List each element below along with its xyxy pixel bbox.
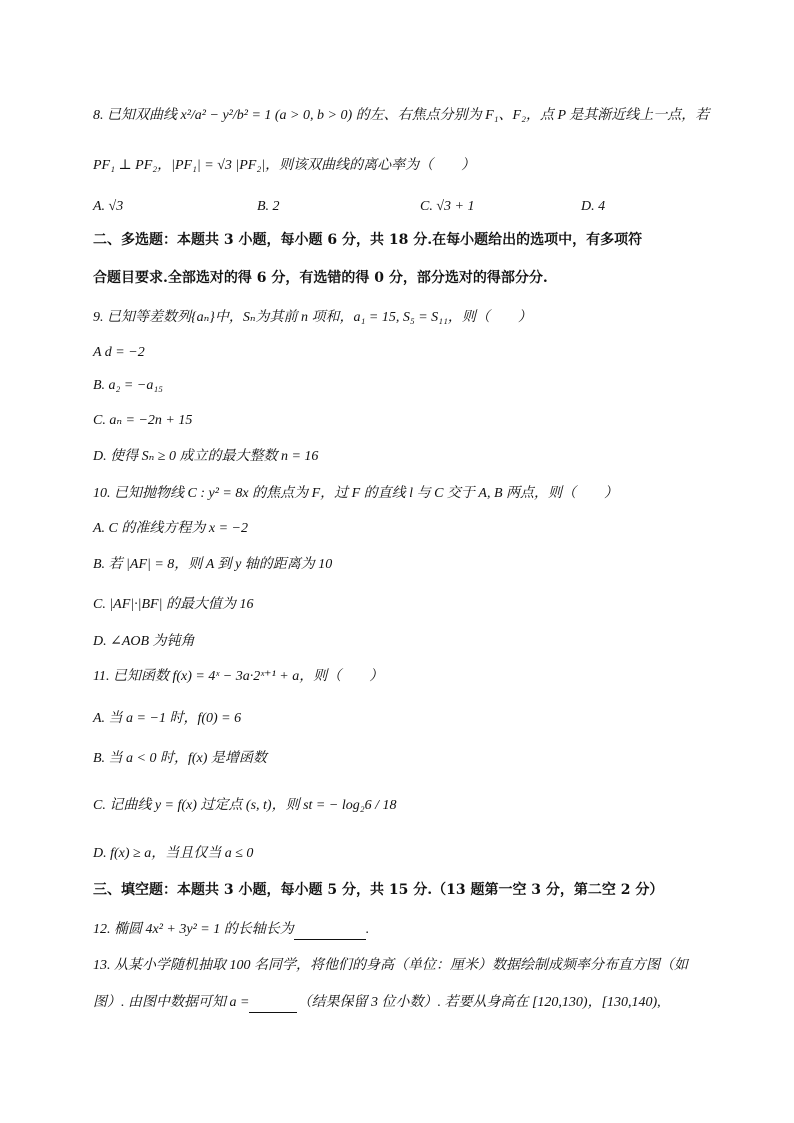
q13-line1: 13. 从某小学随机抽取 100 名同学，将他们的身高（单位：厘米）数据绘制成频率分布直方图（如: [93, 958, 688, 973]
q10-option-a: A. C 的准线方程为 x = −2: [93, 521, 248, 536]
q9-option-a: A d = −2: [93, 345, 145, 360]
section2-heading-line2: 合题目要求.全部选对的得 6 分，有选错的得 0 分，部分选对的得部分分.: [93, 270, 548, 286]
q12-stem-text: 12. 椭圆 4x² + 3y² = 1 的长轴长为: [93, 922, 294, 937]
q9-option-b: B. a₂ = −a₁₅: [93, 378, 164, 393]
q13-line2-text: 图）. 由图中数据可知 a =: [93, 995, 250, 1010]
section3-heading: 三、填空题：本题共 3 小题，每小题 5 分，共 15 分.（13 题第一空 3 分，第二空 2 分）: [93, 882, 664, 898]
section2-heading-line1: 二、多选题：本题共 3 小题，每小题 6 分，共 18 分.在每小题给出的选项中，有多项符: [93, 232, 643, 248]
q11-option-c: C. 记曲线 y = f(x) 过定点 (s, t)，则 st = − log₂6 / 18: [93, 798, 397, 813]
q10-option-c: C. |AF|·|BF| 的最大值为 16: [93, 597, 254, 612]
q11-option-b: B. 当 a < 0 时，f(x) 是增函数: [93, 751, 267, 766]
answer-blank[interactable]: [294, 922, 366, 940]
q8-option-a: A. √3: [93, 199, 124, 214]
q10-option-b: B. 若 |AF| = 8，则 A 到 y 轴的距离为 10: [93, 557, 333, 572]
q8-stem-line1: 8. 已知双曲线 x²/a² − y²/b² = 1 (a > 0, b > 0) 的左、右焦点分别为 F₁、F₂，点 P 是其渐近线上一点，若: [93, 108, 710, 123]
q9-option-d: D. 使得 Sₙ ≥ 0 成立的最大整数 n = 16: [93, 449, 319, 464]
q10-option-d: D. ∠AOB 为钝角: [93, 634, 195, 649]
q11-stem: 11. 已知函数 f(x) = 4ˣ − 3a·2ˣ⁺¹ + a，则（ ）: [93, 669, 384, 684]
q8-option-b: B. 2: [257, 199, 280, 214]
q11-option-d: D. f(x) ≥ a，当且仅当 a ≤ 0: [93, 846, 254, 861]
answer-blank[interactable]: [249, 995, 297, 1013]
q9-option-c: C. aₙ = −2n + 15: [93, 413, 193, 428]
q9-stem: 9. 已知等差数列{aₙ}中，Sₙ为其前 n 项和，a₁ = 15, S₅ = S₁₁，则（ ）: [93, 310, 532, 325]
q8-stem-line2: PF₁ ⊥ PF₂，|PF₁| = √3 |PF₂|，则该双曲线的离心率为（ ）: [93, 158, 476, 173]
q12-stem-end: .: [365, 922, 370, 937]
q13-line2: [93, 995, 661, 1013]
q11-option-a: A. 当 a = −1 时，f(0) = 6: [93, 711, 242, 726]
q12-stem: [93, 922, 369, 940]
q10-stem: 10. 已知抛物线 C : y² = 8x 的焦点为 F，过 F 的直线 l 与 C 交于 A, B 两点，则（ ）: [93, 486, 619, 501]
q13-line2-rest: （结果保留 3 位小数）. 若要从身高在 [120,130)，[130,140),: [297, 995, 661, 1010]
q8-option-c: C. √3 + 1: [420, 199, 475, 214]
q8-option-d: D. 4: [581, 199, 606, 214]
